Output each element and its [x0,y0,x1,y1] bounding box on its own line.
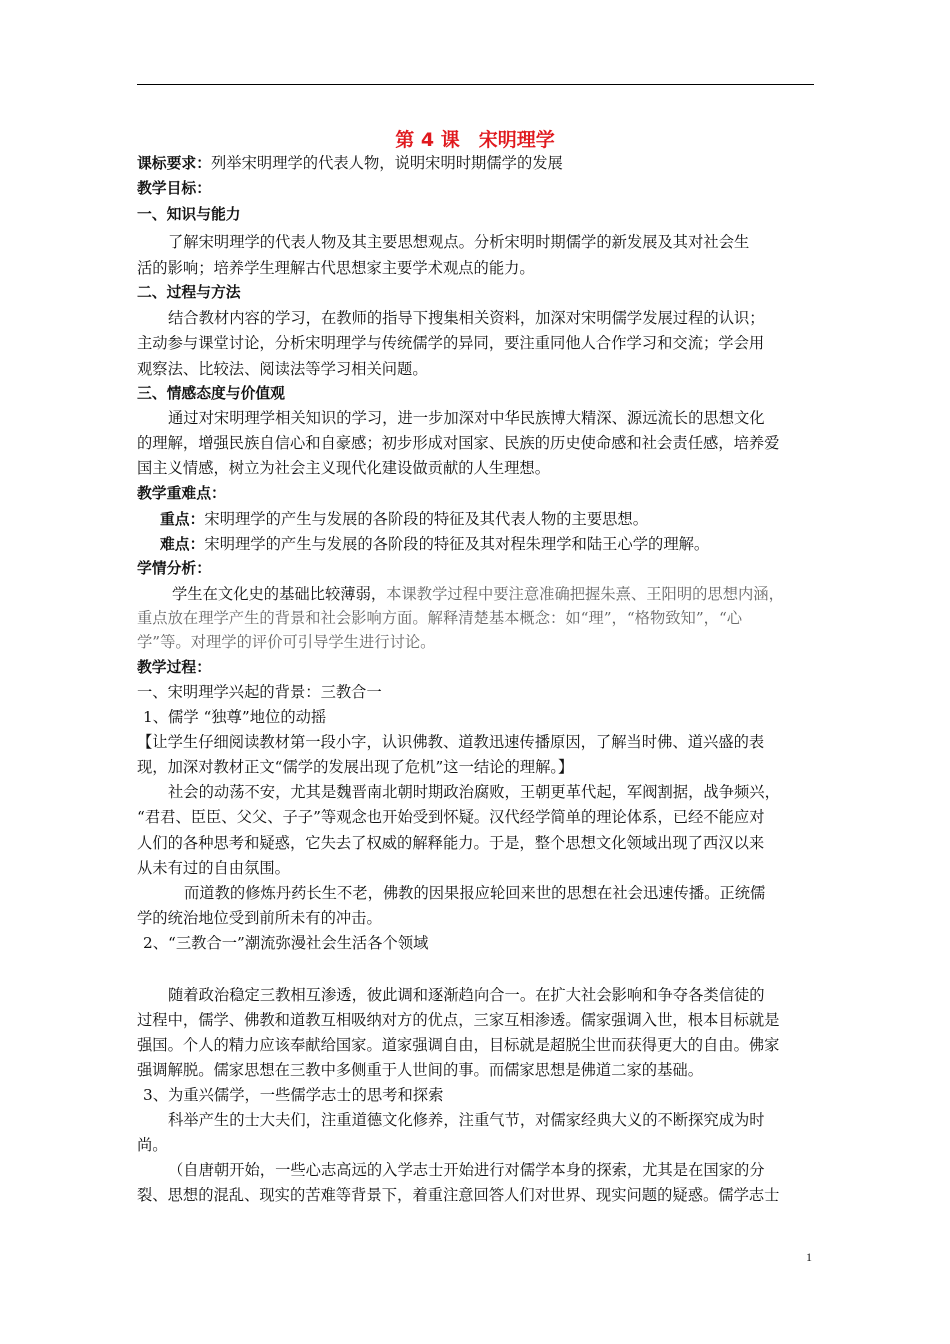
paragraph-line: 现，加深对教材正文“儒学的发展出现了危机”这一结论的理解。】 [137,758,574,776]
paragraph-line: 过程中，儒学、佛教和道教互相吸纳对方的优点，三家互相渗透。儒家强调入世，根本目标就是 [137,1011,780,1029]
difficult-point-text: 宋明理学的产生与发展的各阶段的特征及其对程朱理学和陆王心学的理解。 [204,535,710,553]
paragraph-line: 通过对宋明理学相关知识的学习，进一步加深对中华民族博大精深、源远流长的思想文化 [168,409,765,427]
paragraph-line: 裂、思想的混乱、现实的苦难等背景下，着重注意回答人们对世界、现实问题的疑惑。儒学志士 [137,1186,780,1204]
paragraph-line: 社会的动荡不安，尤其是魏晋南北朝时期政治腐败，王朝更革代起，军阀割据，战争频兴， [168,783,780,801]
paragraph-line: 【让学生仔细阅读教材第一段小字，认识佛教、道教迅速传播原因，了解当时佛、道兴盛的表 [137,733,765,751]
paragraph-line: 观察法、比较法、阅读法等学习相关问题。 [137,360,428,378]
paragraph-line: 结合教材内容的学习，在教师的指导下搜集相关资料，加深对宋明儒学发展过程的认识； [168,309,765,327]
paragraph-line: 学”等。对理学的评价可引导学生进行讨论。 [137,633,436,651]
paragraph-line: 强调解脱。儒家思想在三教中多侧重于人世间的事。而儒家思想是佛道二家的基础。 [137,1061,703,1079]
paragraph-line: 而道教的修炼丹药长生不老，佛教的因果报应轮回来世的思想在社会迅速传播。正统儒 [184,884,766,902]
heading-objectives: 教学目标： [137,180,211,197]
curriculum-label: 课标要求： [137,155,211,172]
section-heading: 一、宋明理学兴起的背景：三教合一 [137,683,382,701]
paragraph-line: （自唐朝开始，一些心志高远的入学志士开始进行对儒学本身的探索，尤其是在国家的分 [168,1161,765,1179]
paragraph-line: 国主义情感，树立为社会主义现代化建设做贡献的人生理想。 [137,459,551,477]
paragraph-line: 人们的各种思考和疑惑，它失去了权威的解释能力。于是，整个思想文化领域出现了西汉以来 [137,834,765,852]
paragraph-line: 随着政治稳定三教相互渗透，彼此调和逐渐趋向合一。在扩大社会影响和争夺各类信徒的 [168,986,765,1004]
subsection-heading: 3、为重兴儒学，一些儒学志士的思考和探索 [143,1086,444,1104]
paragraph-line: 重点放在理学产生的背景和社会影响方面。解释清楚基本概念：如“理”，“格物致知”，“心 [137,609,743,627]
paragraph-line [172,584,862,604]
heading-attitude: 三、情感态度与价值观 [137,385,285,402]
page-number: 1 [806,1250,812,1264]
subsection-heading: 1、儒学 “独尊”地位的动摇 [143,708,327,726]
paragraph-line: 的理解，增强民族自信心和自豪感；初步形成对国家、民族的历史使命感和社会责任感，培养爱 [137,434,780,452]
lesson-title: 第 4 课 宋明理学 [395,129,555,151]
paragraph-line: 活的影响；培养学生理解古代思想家主要学术观点的能力。 [137,259,535,277]
difficult-point-label: 难点： [160,536,205,553]
key-point-label: 重点： [160,511,205,528]
text-fragment-gray: 本课教学过程中要注意准确把握朱熹、王阳明的思想内涵， [386,585,784,603]
paragraph-line: 强国。个人的精力应该奉献给国家。道家强调自由，目标就是超脱尘世而获得更大的自由。佛家 [137,1036,780,1054]
paragraph-line: 从未有过的自由氛围。 [137,859,290,877]
curriculum-requirement [137,153,827,174]
paragraph-line: 尚。 [137,1136,168,1154]
paragraph-line: “君君、臣臣、父父、子子”等观念也开始受到怀疑。汉代经学简单的理论体系，已经不能应对 [137,808,765,826]
heading-student-analysis: 学情分析： [137,560,211,577]
header-rule [137,84,814,85]
heading-key-points: 教学重难点： [137,485,226,502]
paragraph-line: 了解宋明理学的代表人物及其主要思想观点。分析宋明时期儒学的新发展及其对社会生 [168,233,750,251]
key-point-text: 宋明理学的产生与发展的各阶段的特征及其代表人物的主要思想。 [204,510,649,528]
heading-process: 二、过程与方法 [137,284,241,301]
key-point [160,509,850,530]
curriculum-text: 列举宋明理学的代表人物，说明宋明时期儒学的发展 [211,154,563,172]
difficult-point [160,534,850,555]
paragraph-line: 主动参与课堂讨论，分析宋明理学与传统儒学的异同，要注重同他人合作学习和交流；学会用 [137,334,765,352]
heading-knowledge: 一、知识与能力 [137,206,241,223]
paragraph-line: 学的统治地位受到前所未有的冲击。 [137,909,382,927]
heading-teaching-process: 教学过程： [137,659,211,676]
text-fragment: 学生在文化史的基础比较薄弱， [172,585,387,603]
paragraph-line: 科举产生的士大夫们，注重道德文化修养，注重气节，对儒家经典大义的不断探究成为时 [168,1111,765,1129]
subsection-heading: 2、“三教合一”潮流弥漫社会生活各个领域 [143,934,429,952]
